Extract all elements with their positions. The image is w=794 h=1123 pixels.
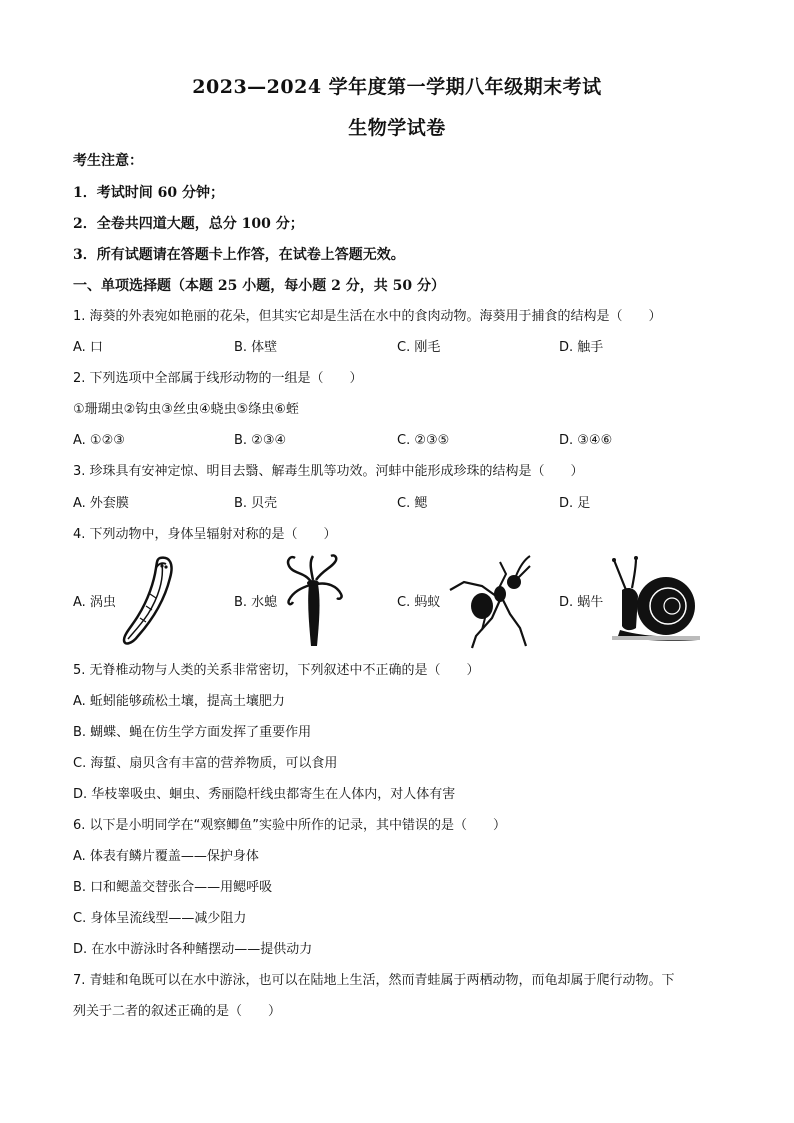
option-d: D. 在水中游泳时各种鳍摆动——提供动力 bbox=[73, 942, 313, 957]
question-stem: 3. 珍珠具有安神定惊、明目去翳、解毒生肌等功效。河蚌中能形成珍珠的结构是（ ） bbox=[73, 464, 584, 479]
option-a: A. 体表有鳞片覆盖——保护身体 bbox=[73, 849, 259, 864]
option-a: A. ①②③ bbox=[73, 433, 125, 448]
option-b: B. ②③④ bbox=[234, 433, 287, 448]
option-c: C. 蚂蚁 bbox=[397, 595, 441, 610]
option-c: C. 鳃 bbox=[397, 496, 428, 511]
question-list: ①珊瑚虫②钩虫③丝虫④蛲虫⑤绦虫⑥蛭 bbox=[73, 402, 299, 417]
option-c: C. 海蜇、扇贝含有丰富的营养物质，可以食用 bbox=[73, 756, 338, 771]
question-stem: 1. 海葵的外表宛如艳丽的花朵，但其实它却是生活在水中的食肉动物。海葵用于捕食的结构是（ ） bbox=[73, 309, 662, 324]
question-stem: 2. 下列选项中全部属于线形动物的一组是（ ） bbox=[73, 371, 363, 386]
option-d: D. 触手 bbox=[559, 340, 604, 355]
notice-item: 2．全卷共四道大题，总分 100 分； bbox=[73, 216, 304, 232]
option-a: A. 蚯蚓能够疏松土壤，提高土壤肥力 bbox=[73, 694, 285, 709]
section-heading: 一、单项选择题（本题 25 小题，每小题 2 分，共 50 分） bbox=[73, 278, 445, 294]
question-stem-continued: 列关于二者的叙述正确的是（ ） bbox=[73, 1004, 282, 1019]
exam-title: 2023—2024 学年度第一学期八年级期末考试 bbox=[192, 76, 602, 98]
notice-heading: 考生注意： bbox=[73, 153, 143, 169]
option-b: B. 口和鳃盖交替张合——用鳃呼吸 bbox=[73, 880, 273, 895]
option-d: D. 蜗牛 bbox=[559, 595, 604, 610]
snail-illustration bbox=[606, 556, 700, 642]
question-stem: 5. 无脊椎动物与人类的关系非常密切，下列叙述中不正确的是（ ） bbox=[73, 663, 480, 678]
option-b: B. 水螅 bbox=[234, 595, 278, 610]
option-b: B. 蝴蝶、蝇在仿生学方面发挥了重要作用 bbox=[73, 725, 312, 740]
option-d: D. 足 bbox=[559, 496, 591, 511]
option-b: B. 贝壳 bbox=[234, 496, 278, 511]
notice-item: 3．所有试题请在答题卡上作答，在试卷上答题无效。 bbox=[73, 247, 405, 263]
option-c: C. 身体呈流线型——减少阻力 bbox=[73, 911, 247, 926]
flatworm-illustration bbox=[120, 554, 180, 648]
option-b: B. 体壁 bbox=[234, 340, 278, 355]
question-stem: 4. 下列动物中，身体呈辐射对称的是（ ） bbox=[73, 527, 337, 542]
question-stem: 6. 以下是小明同学在“观察鲫鱼”实验中所作的记录，其中错误的是（ ） bbox=[73, 818, 507, 833]
option-c: C. 刚毛 bbox=[397, 340, 441, 355]
option-d: D. ③④⑥ bbox=[559, 433, 613, 448]
hydra-illustration bbox=[283, 552, 345, 650]
question-stem: 7. 青蛙和龟既可以在水中游泳，也可以在陆地上生活，然而青蛙属于两栖动物，而龟却属于爬行动物。下 bbox=[73, 973, 675, 988]
exam-subtitle: 生物学试卷 bbox=[348, 117, 446, 139]
option-c: C. ②③⑤ bbox=[397, 433, 450, 448]
option-d: D. 华枝睾吸虫、蛔虫、秀丽隐杆线虫都寄生在人体内，对人体有害 bbox=[73, 787, 456, 802]
notice-item: 1．考试时间 60 分钟； bbox=[73, 185, 224, 201]
option-a: A. 外套膜 bbox=[73, 496, 129, 511]
option-a: A. 涡虫 bbox=[73, 595, 116, 610]
ant-illustration bbox=[446, 552, 532, 650]
option-a: A. 口 bbox=[73, 340, 103, 355]
